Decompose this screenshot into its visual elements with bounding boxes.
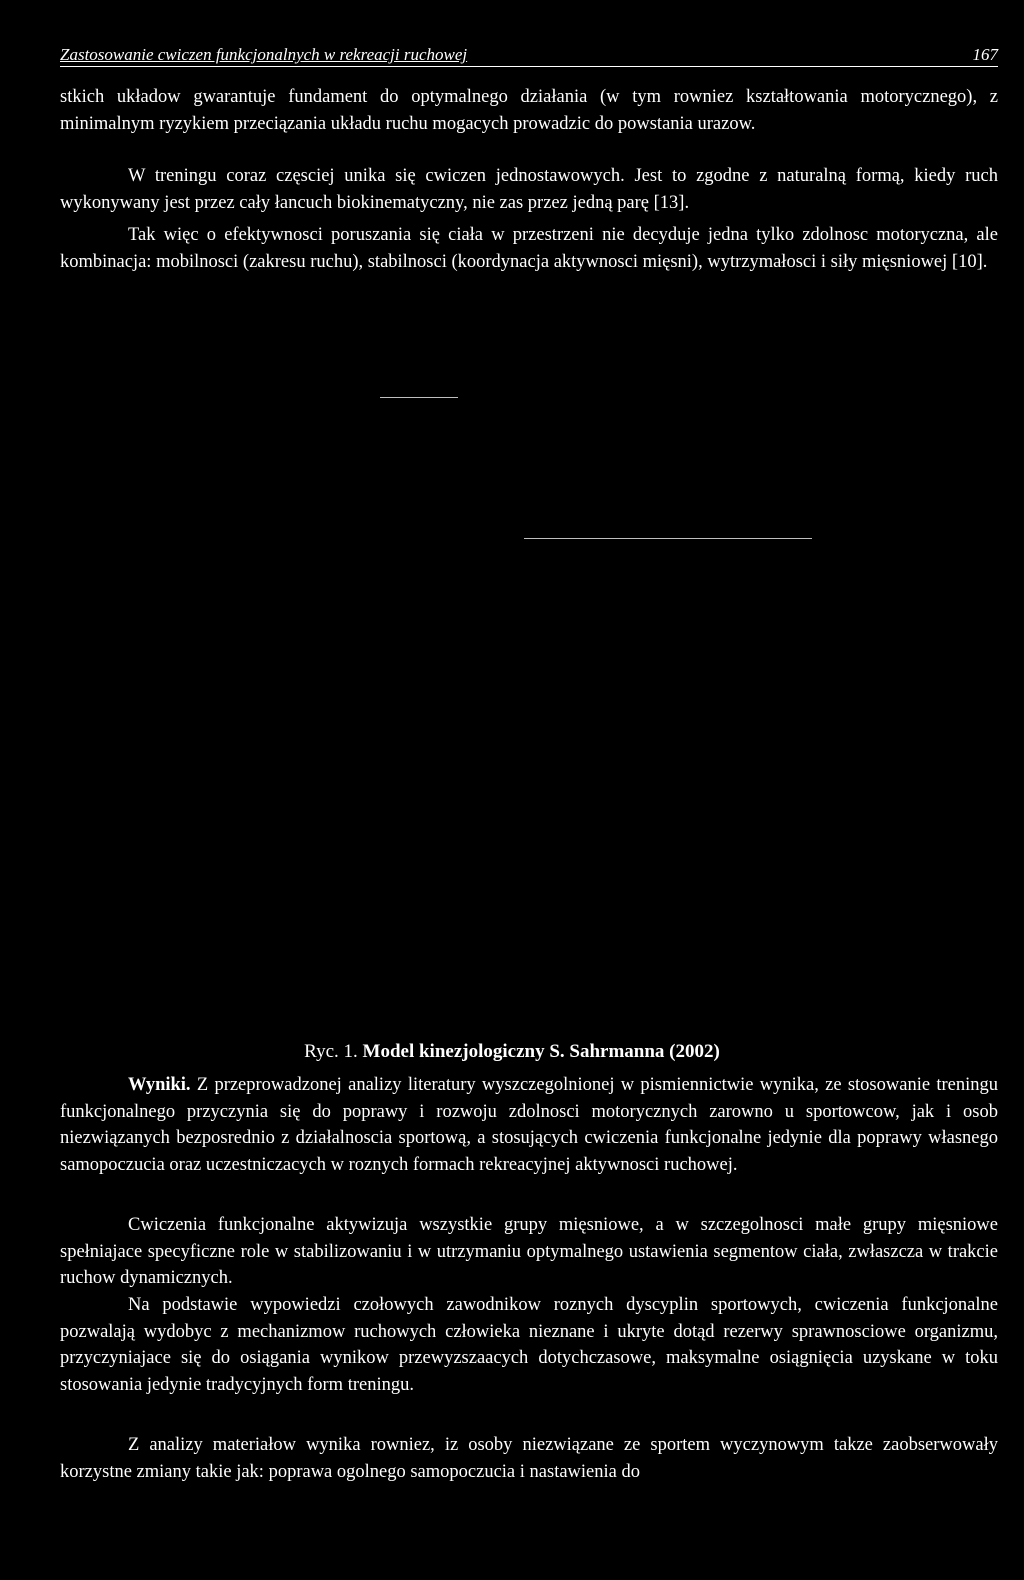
paragraph-results [60, 1072, 998, 1178]
page-number: 167 [972, 45, 998, 64]
figure-caption [0, 1039, 1024, 1065]
paragraph-motor-ability: Tak więc o efektywnosci poruszania się ciała w przestrzeni nie decyduje jedna tylko zdolnosc motoryczna, ale kombinacja: mobilnosci (zakresu ruchu), stabilnosci (koordynacja aktywnosci mięsni), wytrzymałosci i siły mięsniowej [10]. [60, 225, 998, 272]
paragraph-muscle-groups: Cwiczenia funkcjonalne aktywizuja wszystkie grupy mięsniowe, a w szczegolnosci małe grupy mięsniowe spełniajace specyficzne role w stabilizowaniu i w utrzymaniu optymalnego ustawienia segmentow ciała, zwłaszcza w trakcie ruchow dynamicznych. [60, 1215, 998, 1288]
paragraph-athletes: Na podstawie wypowiedzi czołowych zawodnikow roznych dyscyplin sportowych, cwiczenia funkcjonalne pozwalają wydobyc z mechanizmow ruchowych człowieka nieznane i ukryte dotąd rezerwy sprawnosciowe organizmu, przyczyniajace się do osiągania wynikow przewyzszaacych dotychczasowe, maksymalne osiągnięcia uzyskane w toku stosowania jedynie tradycyjnych form treningu. [60, 1295, 998, 1395]
caption-title: Model kinezjologiczny S. Sahrmanna (2002) [362, 1041, 720, 1062]
paragraph-single-joint: W treningu coraz częsciej unika się cwiczen jednostawowych. Jest to zgodne z naturalną formą, kiedy ruch wykonywany jest przez cały łancuch biokinematyczny, nie zas przez jedną parę [13]. [60, 166, 998, 213]
figure-line-fragment [524, 538, 812, 539]
paragraph-intro-continuation: stkich układow gwarantuje fundament do optymalnego działania (w tym rowniez kształtowania motorycznego), z minimalnym ryzykiem przeciązania układu ruchu mogacych prowadzic do powstania urazow. [60, 87, 998, 134]
paragraph-non-athletes: Z analizy materiałow wynika rowniez, iz osoby niezwiązane ze sportem wyczynowym takze zaobserwowały korzystne zmiany takie jak: poprawa ogolnego samopoczucia i nastawienia do [60, 1435, 998, 1482]
results-text: Z przeprowadzonej analizy literatury wyszczegolnionej w pismiennictwie wynika, ze stosowanie treningu funkcjonalnego przyczynia się do poprawy i rozwoju zdolnosci motorycznych zarowno u sportowcow, jak i osob niezwiązanych bezposrednio z działalnoscia sportową, a stosujących cwiczenia funkcjonalne jedynie dla poprawy własnego samopoczucia oraz uczestniczacych w roznych formach rekreacyjnej aktywnosci ruchowej. [60, 1075, 998, 1175]
results-heading: Wyniki. [128, 1075, 191, 1095]
figure-line-fragment [380, 397, 458, 398]
running-header [60, 44, 998, 67]
caption-prefix: Ryc. 1. [304, 1041, 358, 1062]
running-title: Zastosowanie cwiczen funkcjonalnych w rekreacji ruchowej [60, 45, 468, 64]
